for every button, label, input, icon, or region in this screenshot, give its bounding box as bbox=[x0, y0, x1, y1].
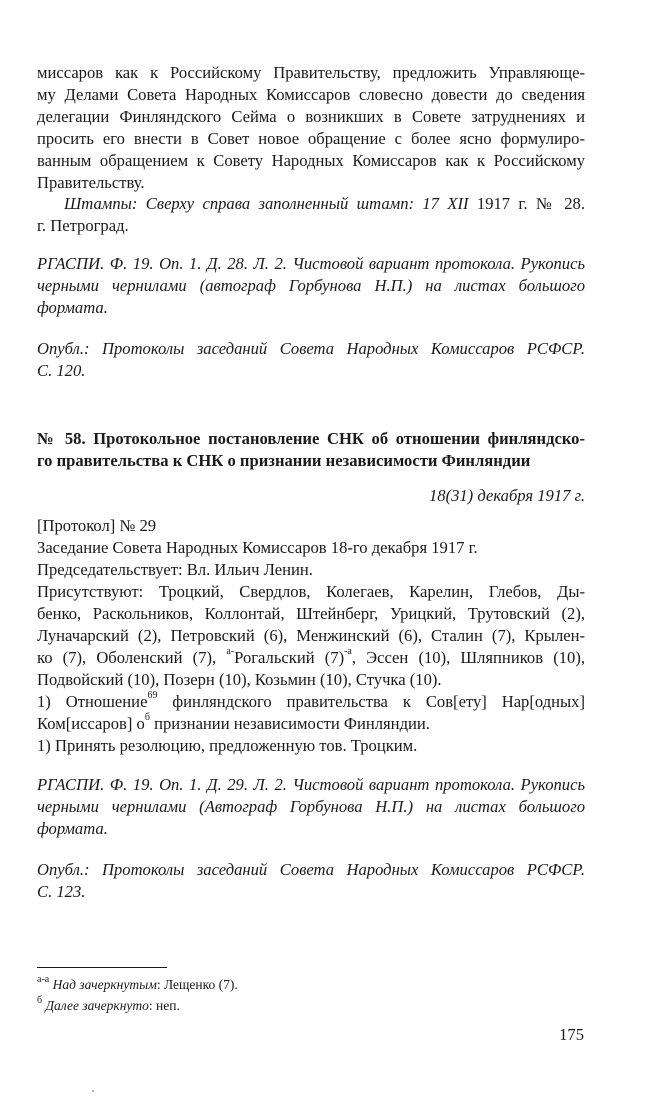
footnote-text: : неп. bbox=[148, 998, 180, 1013]
agenda-text: 1) Отношение bbox=[37, 692, 148, 711]
agenda-text: Ком[иссаров] о bbox=[37, 714, 145, 733]
body-line: просить его внести в Совет новое обращение с более ясно формулиро- bbox=[37, 129, 585, 148]
stamps-note bbox=[64, 193, 585, 215]
footnote-b bbox=[37, 994, 180, 1015]
footnote-mark: а- bbox=[226, 646, 235, 658]
footnote-label: Над зачеркнутым bbox=[52, 977, 157, 992]
protocol-number: [Протокол] № 29 bbox=[37, 516, 157, 535]
footnote-mark: -а bbox=[344, 646, 352, 658]
footnote-mark: 69 bbox=[147, 690, 158, 702]
present-line: бенко, Раскольников, Коллонтай, Штейнберг, Урицкий, Трутовский (2), bbox=[37, 604, 585, 623]
body-line: миссаров как к Российскому Правительству, предложить Управляюще- bbox=[37, 63, 585, 82]
agenda-item bbox=[37, 691, 585, 713]
published-line: Опубл.: Протоколы заседаний Совета Народных Комиссаров РСФСР. bbox=[37, 860, 585, 879]
footnote-mark: б bbox=[37, 994, 43, 1006]
archive-source-line: РГАСПИ. Ф. 19. Оп. 1. Д. 29. Л. 2. Чистовой вариант протокола. Рукопись bbox=[37, 775, 585, 794]
footnote-mark: а-а bbox=[37, 973, 50, 985]
agenda-item-line2 bbox=[37, 713, 585, 735]
agenda-text: финляндского правительства к Сов[ету] Нар[одных] bbox=[157, 692, 585, 711]
published-line: С. 123. bbox=[37, 882, 86, 901]
present-line: Присутствуют: Троцкий, Свердлов, Колегаев, Карелин, Глебов, Ды- bbox=[37, 582, 585, 601]
present-text: ко (7), Оболенский (7), bbox=[37, 648, 217, 667]
body-line: Правительству. bbox=[37, 173, 145, 192]
archive-source-line: формата. bbox=[37, 819, 108, 838]
document-date: 18(31) декабря 1917 г. bbox=[428, 486, 585, 505]
published-line: Опубл.: Протоколы заседаний Совета Народных Комиссаров РСФСР. bbox=[37, 339, 585, 358]
body-line: ванным обращением к Совету Народных Комиссаров как к Российскому bbox=[37, 151, 585, 170]
body-line: делегации Финляндского Сейма о возникших в Совете затруднениях и bbox=[37, 107, 585, 126]
present-text: Рогальский (7) bbox=[234, 648, 345, 667]
footnote-label: Далее зачеркнуто bbox=[45, 998, 149, 1013]
archive-source-line: черными чернилами (автограф Горбунова Н.П.) на листах большого bbox=[37, 276, 585, 295]
footnote-text: : Лещенко (7). bbox=[156, 977, 238, 992]
archive-source-line: РГАСПИ. Ф. 19. Оп. 1. Д. 28. Л. 2. Чистовой вариант протокола. Рукопись bbox=[37, 254, 585, 273]
footnote-mark: б bbox=[144, 712, 150, 724]
stamps-note-line2: г. Петроград. bbox=[37, 216, 129, 235]
present-line: Подвойский (10), Позерн (10), Козьмин (10), Стучка (10). bbox=[37, 670, 442, 689]
stamps-value: 1917 г. № 28. bbox=[476, 194, 585, 213]
decision-line: 1) Принять резолюцию, предложенную тов. Троцким. bbox=[37, 736, 418, 755]
archive-source-line: формата. bbox=[37, 298, 108, 317]
page-number: 175 bbox=[559, 1025, 584, 1044]
document-heading: № 58. Протокольное постановление СНК об отношении финляндско- bbox=[37, 429, 585, 448]
footnote-a bbox=[37, 973, 238, 994]
present-text: , Эссен (10), Шляпников (10), bbox=[351, 648, 585, 667]
stamps-label: Штампы: Сверху справа заполненный штамп: 17 XII bbox=[64, 194, 469, 213]
document-heading: го правительства к СНК о признании независимости Финляндии bbox=[37, 451, 531, 470]
meeting-line: Заседание Совета Народных Комиссаров 18-го декабря 1917 г. bbox=[37, 538, 478, 557]
chair-line: Председательствует: Вл. Ильич Ленин. bbox=[37, 560, 313, 579]
present-line bbox=[37, 647, 585, 669]
agenda-text: признании независимости Финляндии. bbox=[149, 714, 430, 733]
published-line: С. 120. bbox=[37, 361, 86, 380]
footnote-divider bbox=[37, 967, 167, 968]
present-line: Луначарский (2), Петровский (6), Менжинский (6), Сталин (7), Крылен- bbox=[37, 626, 585, 645]
archive-source-line: черными чернилами (Автограф Горбунова Н.П.) на листах большого bbox=[37, 797, 585, 816]
body-line: му Делами Совета Народных Комиссаров словесно довести до сведения bbox=[37, 85, 585, 104]
scan-speck bbox=[92, 1090, 94, 1092]
